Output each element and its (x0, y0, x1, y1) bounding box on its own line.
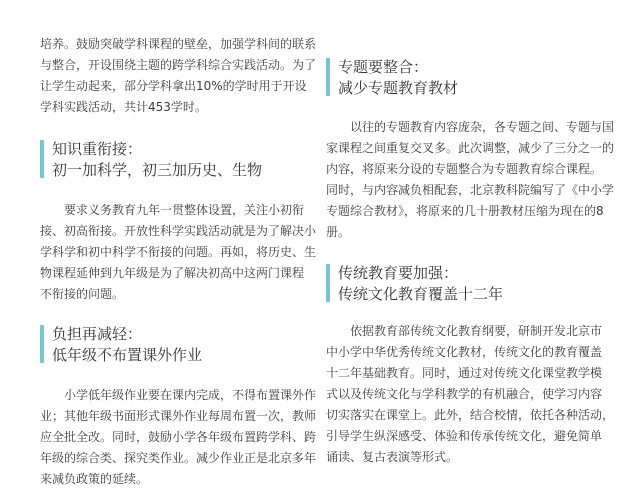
section-body-tradition (326, 321, 614, 468)
text-line: 内容，将原来分设的专题整合为专题教育综合课程。 (326, 162, 603, 176)
text-line: 物课程延伸到九年级是为了解决初高中这两门课程 (40, 266, 305, 280)
text-line: 学科实践活动，共计453学时。 (40, 100, 207, 114)
section-body-burden (40, 385, 316, 490)
text-line: 不衔接的问题。 (40, 287, 125, 301)
section-heading-burden (40, 324, 202, 366)
section-subtitle: 传统文化教育覆盖十二年 (338, 285, 504, 303)
text-line: 同时，与内容减负相配套，北京教科院编写了《中小学 (326, 183, 615, 197)
section-title: 负担再减轻： (52, 325, 143, 343)
text-line: 小学低年级作业要在课内完成，不得布置课外作 (40, 388, 317, 402)
text-line: 中小学中华优秀传统文化教材，传统文化的教育覆盖 (326, 345, 603, 359)
intro-paragraph (40, 34, 316, 118)
section-title: 传统教育要加强： (338, 264, 459, 282)
text-line: 接、初高衔接。开放性科学实践活动就是为了解决小 (40, 224, 317, 238)
text-line: 业；其他年级书面形式课外作业每周布置一次，教师 (40, 409, 317, 423)
section-subtitle: 初一加科学，初三加历史、生物 (52, 161, 263, 179)
section-title: 专题要整合： (338, 58, 429, 76)
text-line: 十二年基础教育。同时，通过对传统文化课堂教学模 (326, 366, 603, 380)
text-line: 切实落实在课堂上。此外，结合校情，依托各种活动， (326, 408, 615, 422)
text-line: 式以及传统文化与学科教学的有机融合，使学习内容 (326, 387, 603, 401)
text-line: 与整合，开设围绕主题的跨学科综合实践活动。为了 (40, 58, 317, 72)
text-line: 要求义务教育九年一贯整体设置，关注小初衔 (40, 203, 305, 217)
text-line: 应全批全改。同时，鼓励小学各年级布置跨学科、跨 (40, 430, 317, 444)
text-line: 让学生动起来，部分学科拿出10%的学时用于开设 (40, 79, 307, 93)
section-subtitle: 低年级不布置课外作业 (52, 346, 203, 364)
text-line: 学科学和初中科学不衔接的问题。再如，将历史、生 (40, 245, 317, 259)
text-line: 引导学生纵深感受、体验和传承传统文化，避免简单 (326, 429, 603, 443)
section-body-knowledge (40, 200, 316, 305)
section-heading-tradition (326, 263, 503, 305)
text-line: 依据教育部传统文化教育纲要，研制开发北京市 (326, 324, 603, 338)
section-body-topics (326, 117, 614, 243)
text-line: 家课程之间重复交叉多。此次调整，减少了三分之一的 (326, 141, 615, 155)
section-title: 知识重衔接： (52, 140, 143, 158)
section-heading-knowledge (40, 139, 262, 181)
text-line: 以往的专题教育内容庞杂，各专题之间、专题与国 (326, 120, 615, 134)
text-line: 来减负政策的延续。 (40, 472, 149, 486)
text-line: 培养。鼓励突破学科课程的壁垒，加强学科间的联系 (40, 37, 317, 51)
text-line: 诵读、复古表演等形式。 (326, 450, 459, 464)
text-line: 年级的综合类、探究类作业。减少作业正是北京多年 (40, 451, 317, 465)
section-heading-topics (326, 57, 458, 99)
text-line: 册。 (326, 225, 351, 239)
text-line: 专题综合教材》，将原来的几十册教材压缩为现在的8 (326, 204, 604, 218)
section-subtitle: 减少专题教育教材 (338, 79, 459, 97)
